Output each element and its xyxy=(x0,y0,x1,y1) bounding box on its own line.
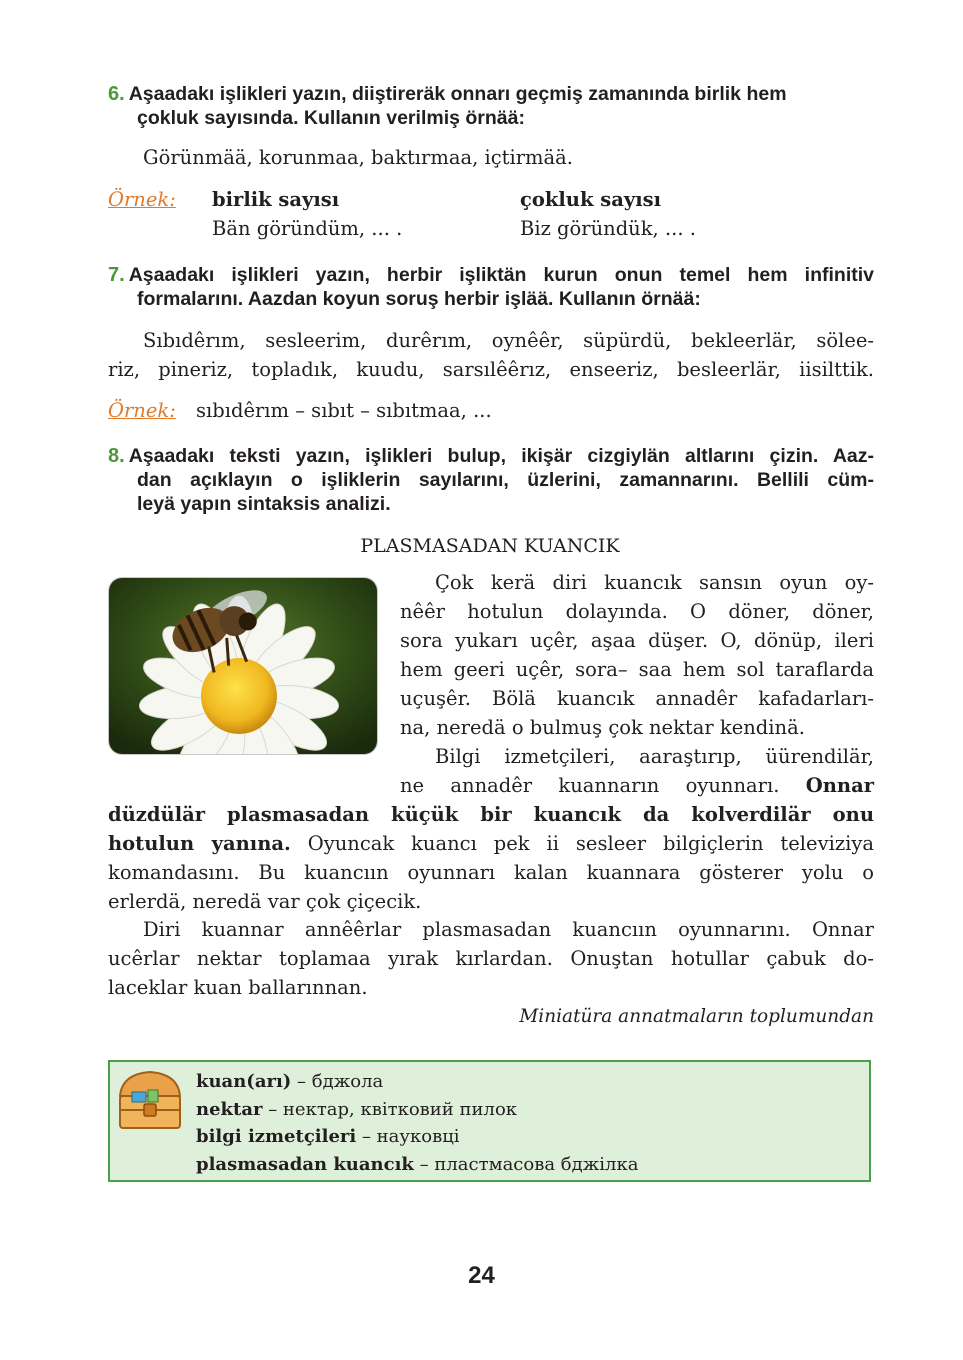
story-line: laceklar kuan ballarınnan. xyxy=(108,976,368,999)
task-7-instruction xyxy=(108,263,874,311)
task-6-instruction xyxy=(108,82,874,130)
task-7-words-line-1: Sıbıdêrım, sesleerim, durêrım, oynêêr, süpürdü, bekleerlär, sölee- xyxy=(143,329,874,352)
story-line: Diri kuannar annêêrlar plasmasadan kuancıın oyunnarını. Onnar xyxy=(143,918,874,941)
bee-on-daisy-illustration xyxy=(109,578,377,754)
task-8-line-3: leyä yapın sintaksis analizi. xyxy=(137,493,391,515)
story-paragraph-1 xyxy=(400,568,874,800)
glossary-translation: – бджола xyxy=(291,1071,384,1092)
task-7-number: 7. xyxy=(108,264,125,286)
example-6-col1-value: Bän göründüm, ... . xyxy=(212,217,403,240)
example-7-label: Örnek: xyxy=(108,399,176,422)
story-bold-text: hotulun yanına. xyxy=(108,832,291,855)
example-6-col1-header: birlik sayısı xyxy=(212,188,340,211)
story-paragraph-1-cont xyxy=(108,800,874,916)
task-8-line-1 xyxy=(108,444,874,468)
story-side-line: Çok kerä diri kuancık sansın oyun oy- xyxy=(435,571,874,594)
story-line: komandasını. Bu kuancıın oyunnarı kalan kuannara gösterer yolu o xyxy=(108,861,874,884)
story-side-line: hem geeri uçêr, sora– saa hem sol taraflarda xyxy=(400,658,874,681)
example-7-text: sıbıdêrım – sıbıt – sıbıtmaa, ... xyxy=(196,399,492,422)
glossary-term: kuan(arı) xyxy=(196,1071,292,1092)
task-6-words: Görünmää, korunmaa, baktırmaa, içtirmää. xyxy=(143,146,573,169)
story-bold-text: Onnar xyxy=(805,774,874,797)
glossary-entry xyxy=(196,1151,638,1179)
glossary-term: nektar xyxy=(196,1098,263,1120)
story-paragraph-2 xyxy=(108,915,874,1002)
story-text: Oyuncak kuancı pek ii sesleer bilgiçlerin televiziya xyxy=(290,832,874,855)
story-mixed-line xyxy=(108,829,874,858)
task-6-line-2: çokluk sayısında. Kullanın verilmiş örnää: xyxy=(137,107,525,129)
task-7-line-2: formalarını. Aazdan koyun soruş herbir işlää. Kullanın örnää: xyxy=(137,288,701,310)
task-8-text-1: Aşaadakı teksti yazın, işlikleri bulup, ikişär cizgiylän altlarını çizin. Aaz- xyxy=(128,445,874,467)
story-text: ne annadêr kuannarın oyunnarı. xyxy=(400,774,780,797)
task-7-text-1: Aşaadakı işlikleri yazın, herbir işliktän kurun onun temel hem infinitiv xyxy=(128,264,874,286)
glossary-box xyxy=(108,1060,871,1182)
story-line: ucêrlar nektar toplamaa yırak kırlardan. Onuştan hotullar çabuk do- xyxy=(108,947,874,970)
glossary-translation: – науковці xyxy=(356,1126,460,1147)
glossary-entry xyxy=(196,1068,638,1096)
glossary-term: bilgi izmetçileri xyxy=(196,1126,357,1147)
glossary-term: plasmasadan kuancık xyxy=(196,1153,414,1175)
glossary-translation: – пластмасова бджілка xyxy=(413,1153,639,1175)
task-7-words xyxy=(108,326,874,384)
example-6-label-text: Örnek: xyxy=(108,188,176,211)
story-title: PLASMASADAN KUANCIK xyxy=(360,535,620,557)
task-8-number: 8. xyxy=(108,445,125,467)
task-7-words-line-2: riz, pineriz, topladık, kuudu, sarsılêêrız, enseeriz, besleerlär, iisilttik. xyxy=(108,358,874,381)
glossary-entry xyxy=(196,1096,638,1124)
story-source: Miniatüra annatmaların toplumundan xyxy=(519,1006,874,1027)
page-number: 24 xyxy=(468,1262,495,1289)
story-side-line: na, neredä o bulmuş çok nektar kendinä. xyxy=(400,716,805,739)
bee-on-daisy-image xyxy=(108,577,378,755)
story-side-line: Bilgi izmetçileri, aaraştırıp, üürendilär, xyxy=(435,745,874,768)
story-side-line: uçuşêr. Bölä kuancık annadêr kafadarları- xyxy=(400,687,874,710)
story-side-line: sora yukarı uçêr, aşaa düşer. O, dönüp, ileri xyxy=(400,629,874,652)
task-6-line-1 xyxy=(108,82,874,106)
task-6-text-1: Aşaadakı işlikleri yazın, diiştireräk onnarı geçmiş zamanında birlik hem xyxy=(128,83,787,105)
task-8-line-2: dan açıklayın o işliklerin sayılarını, üzlerini, zamannarını. Bellili cüm- xyxy=(137,469,874,491)
task-8-instruction xyxy=(108,444,874,516)
task-6-number: 6. xyxy=(108,83,125,105)
story-bold-line: düzdülär plasmasadan küçük bir kuancık da kolverdilär onu xyxy=(108,803,874,826)
story-line: erlerdä, neredä var çok çiçecik. xyxy=(108,890,422,913)
glossary-translation: – нектар, квітковий пилок xyxy=(262,1098,518,1120)
treasure-chest-icon xyxy=(112,1066,188,1136)
glossary-entry xyxy=(196,1123,638,1151)
story-side-line: nêêr hotulun dolayında. O döner, döner, xyxy=(400,600,874,623)
story-side-line-last xyxy=(400,771,874,800)
example-6-label xyxy=(108,185,176,214)
example-6-col2-value: Biz göründük, ... . xyxy=(520,217,696,240)
glossary-list xyxy=(196,1068,638,1178)
task-7-line-1 xyxy=(108,263,874,287)
example-7 xyxy=(108,396,492,425)
example-6-col2-header: çokluk sayısı xyxy=(520,188,662,211)
